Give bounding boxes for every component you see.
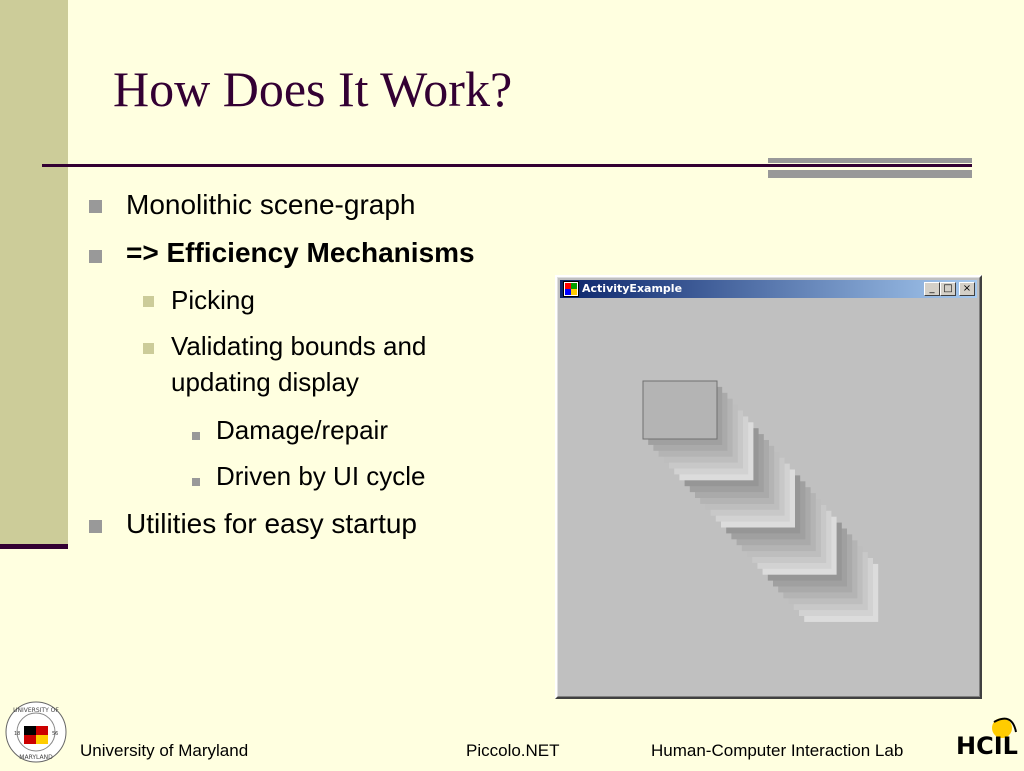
svg-text:18: 18 [14, 731, 21, 737]
bullet-square-icon [89, 520, 102, 533]
activity-example-window [555, 275, 982, 699]
title-rule-accent-top [768, 158, 972, 163]
footer-left: University of Maryland [80, 741, 249, 760]
bullet-square-icon [89, 250, 102, 263]
sub-bullet-item-continuation: updating display [171, 367, 359, 397]
draggable-rectangle[interactable] [643, 381, 717, 439]
slide-title: How Does It Work? [113, 61, 513, 117]
maximize-button[interactable]: □ [940, 282, 956, 296]
bullet-item: Monolithic scene-graph [126, 189, 416, 220]
left-decorative-band [0, 0, 68, 545]
minimize-button[interactable]: _ [924, 282, 940, 296]
footer-right: Human-Computer Interaction Lab [651, 741, 904, 760]
close-button[interactable]: × [959, 282, 975, 296]
sub-bullet-item: Picking [171, 285, 255, 315]
sub-bullet-item: Validating bounds and [171, 331, 427, 361]
sub-sub-bullet-square-icon [192, 478, 200, 486]
hcil-logo [954, 714, 1022, 766]
bullet-square-icon [89, 200, 102, 213]
svg-text:UNIVERSITY OF: UNIVERSITY OF [13, 707, 59, 714]
piccolo-canvas[interactable] [557, 277, 980, 697]
university-seal-logo [4, 700, 68, 764]
title-rule-accent-bottom [768, 170, 972, 178]
svg-text:MARYLAND: MARYLAND [19, 754, 53, 761]
title-rule [42, 164, 972, 167]
sub-sub-bullet-square-icon [192, 432, 200, 440]
sub-bullet-square-icon [143, 296, 154, 307]
window-title: ActivityExample [582, 282, 683, 295]
left-band-rule [0, 544, 68, 549]
hcil-logo-text: HCIL [956, 732, 1018, 760]
sub-sub-bullet-item: Damage/repair [216, 415, 388, 445]
footer-center: Piccolo.NET [466, 741, 560, 760]
bullet-item-emphasis: => Efficiency Mechanisms [126, 237, 475, 268]
sub-bullet-square-icon [143, 343, 154, 354]
sub-sub-bullet-item: Driven by UI cycle [216, 461, 426, 491]
svg-text:56: 56 [52, 731, 59, 737]
bullet-item: Utilities for easy startup [126, 508, 417, 539]
